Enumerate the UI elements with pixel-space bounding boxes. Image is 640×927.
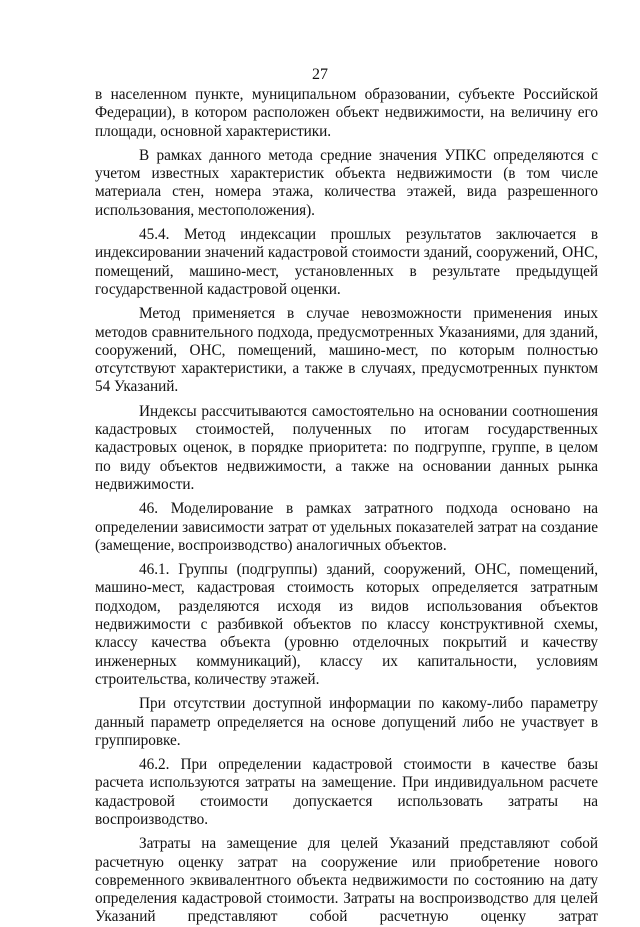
paragraph-45-4: 45.4. Метод индексации прошлых результатов заключается в индексировании значений кадастровой стоимости зданий, сооружений, ОНС, помещений, машино-мест, установленных в результате предыдущей государственной кадастровой оценки.	[95, 226, 598, 298]
document-body	[95, 86, 598, 927]
paragraph-method-average: В рамках данного метода средние значения УПКС определяются с учетом известных характеристик объекта недвижимости (в том числе материала стен, номера этажа, количества этажей, вида разрешенного использования, местоположения).	[95, 146, 598, 219]
paragraph-indexes: Индексы рассчитываются самостоятельно на основании соотношения кадастровых стоимостей, полученных по итогам государственных кадастровых оценок, в порядке приоритета: по подгруппе, группе, в целом по виду объектов недвижимости, а также на основании данных рынка недвижимости.	[95, 402, 598, 493]
page-number: 27	[312, 66, 328, 83]
paragraph-continuation: в населенном пункте, муниципальном образовании, субъекте Российской Федерации), в котором расположен объект недвижимости, на величину его площади, основной характеристики.	[95, 86, 598, 140]
paragraph-replacement-costs: Затраты на замещение для целей Указаний представляют собой расчетную оценку затрат на сооружение или приобретение нового современного эквивалентного объекта недвижимости по состоянию на дату определения кадастровой стоимости. Затраты на воспроизводство для целей Указаний представляют собой расчетную оценку затрат	[95, 835, 598, 926]
paragraph-46-2: 46.2. При определении кадастровой стоимости в качестве базы расчета используются затраты на замещение. При индивидуальном расчете кадастровой стоимости допускается использовать затраты на воспроизводство.	[95, 756, 598, 828]
paragraph-46: 46. Моделирование в рамках затратного подхода основано на определении зависимости затрат от удельных показателей затрат на создание (замещение, воспроизводство) аналогичных объектов.	[95, 500, 598, 554]
paragraph-method-application: Метод применяется в случае невозможности применения иных методов сравнительного подхода, предусмотренных Указаниями, для зданий, сооружений, ОНС, помещений, машино-мест, по которым полностью отсутствуют характеристики, а также в случаях, предусмотренных пунктом 54 Указаний.	[95, 305, 598, 396]
paragraph-missing-info: При отсутствии доступной информации по какому-либо параметру данный параметр определяется на основе допущений либо не участвует в группировке.	[95, 695, 598, 749]
paragraph-46-1: 46.1. Группы (подгруппы) зданий, сооружений, ОНС, помещений, машино-мест, кадастровая стоимость которых определяется затратным подходом, разделяются исходя из видов использования объектов недвижимости с разбивкой объектов по классу конструктивной схемы, классу качества объекта (уровню отделочных покрытий и качеству инженерных коммуникаций), классу их капитальности, условиям строительства, количеству этажей.	[95, 561, 598, 688]
